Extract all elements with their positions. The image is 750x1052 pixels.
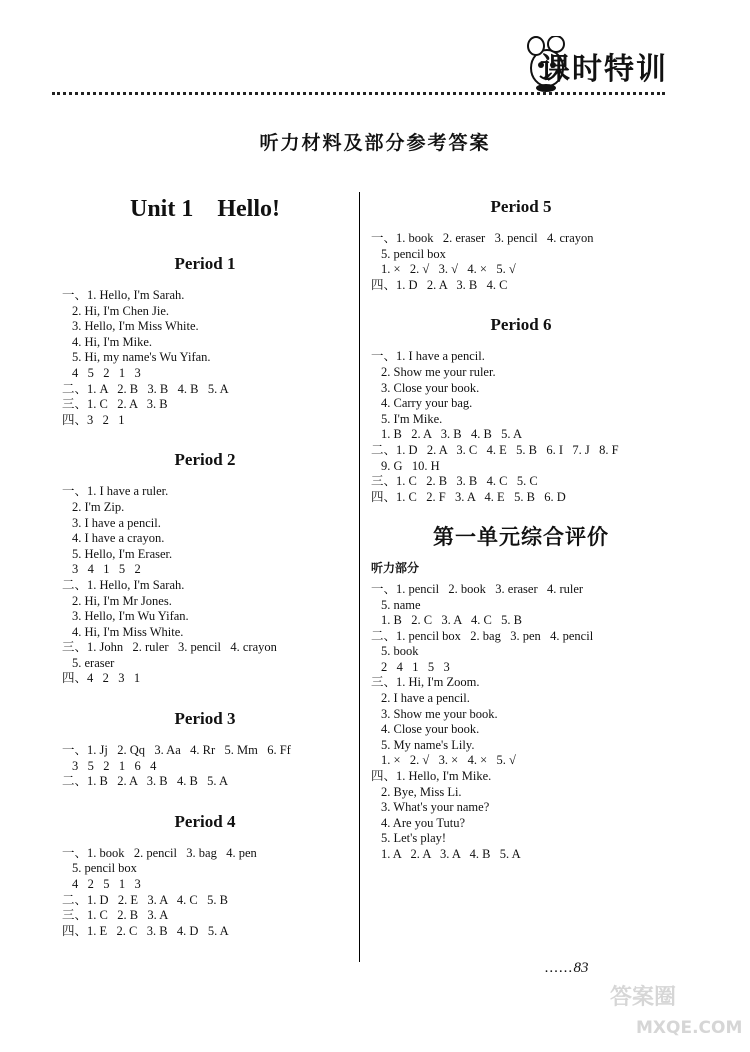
answer-line: 3 5 2 1 6 4 [72, 758, 157, 773]
answer-line: 3. Close your book. [381, 380, 480, 395]
header-divider [52, 92, 665, 95]
answer-line: 4. Are you Tutu? [381, 815, 466, 830]
page-title: 听力材料及部分参考答案 [259, 132, 491, 154]
period-title: Period 4 [174, 811, 236, 831]
answer-line: 4 5 2 1 3 [72, 365, 141, 380]
period-title: Period 2 [174, 450, 236, 470]
answer-line: 一、1. pencil 2. book 3. eraser 4. ruler [371, 581, 584, 596]
answer-line: 4. Carry your bag. [381, 396, 473, 411]
period-lines [371, 349, 671, 505]
answer-line: 3. Hello, I'm Wu Yifan. [72, 609, 189, 624]
review-subtitle: 听力部分 [371, 561, 420, 576]
column-divider [359, 192, 360, 962]
answer-line: 1. B 2. C 3. A 4. C 5. B [381, 613, 522, 628]
answer-line: 2. Hi, I'm Mr Jones. [72, 593, 172, 608]
period-lines [62, 846, 348, 940]
period-title: Period 1 [174, 254, 236, 273]
answer-line: 4. Hi, I'm Mike. [72, 334, 153, 349]
answer-line: 5. book [381, 644, 419, 659]
answer-line: 一、1. I have a pencil. [371, 349, 485, 364]
answer-line: 5. pencil box [381, 246, 446, 261]
watermark-url: MXQE.COM [636, 1018, 743, 1038]
answer-line: 5. Hi, my name's Wu Yifan. [72, 350, 211, 365]
answer-line: 5. name [381, 597, 421, 612]
answer-line: 三、1. John 2. ruler 3. pencil 4. crayon [62, 640, 277, 655]
answer-line: 3. I have a pencil. [72, 515, 161, 530]
right-column [371, 194, 671, 863]
answer-line: 1. B 2. A 3. B 4. B 5. A [381, 427, 522, 442]
answer-line: 3. Show me your book. [381, 706, 498, 721]
period-title: Period 6 [490, 315, 552, 335]
answer-line: 1. × 2. √ 3. √ 4. × 5. √ [381, 262, 516, 277]
watermark-text: 答案圈 [610, 985, 677, 1010]
answer-line: 四、1. E 2. C 3. B 4. D 5. A [62, 923, 229, 938]
answer-line: 9. G 10. H [381, 458, 440, 473]
answer-line: 1. × 2. √ 3. × 4. × 5. √ [381, 753, 516, 768]
answer-line: 3 4 1 5 2 [72, 562, 141, 577]
answer-line: 5. Let's play! [381, 831, 447, 846]
period-title: Period 5 [490, 197, 552, 216]
answer-line: 4. I have a crayon. [72, 531, 165, 546]
answer-line: 4. Hi, I'm Miss White. [72, 624, 184, 639]
period-lines [62, 484, 348, 687]
answer-line: 5. My name's Lily. [381, 737, 475, 752]
left-periods [62, 224, 348, 939]
answer-line: 3. What's your name? [381, 800, 490, 815]
unit-number: Unit 1 [130, 196, 194, 222]
brand-title: 课时特训 [540, 53, 668, 86]
period-lines [62, 288, 348, 428]
review-lines [371, 582, 671, 863]
period-lines [371, 231, 671, 293]
footer-dots: ...... [545, 960, 574, 976]
answer-line: 四、1. D 2. A 3. B 4. C [371, 277, 508, 292]
period-lines [62, 743, 348, 790]
right-periods [371, 194, 671, 505]
answer-line: 1. A 2. A 3. A 4. B 5. A [381, 847, 521, 861]
answer-line: 5. pencil box [72, 861, 137, 876]
page-number: 83 [573, 960, 589, 976]
review-title: 第一单元综合评价 [433, 525, 609, 550]
answer-line: 二、1. D 2. E 3. A 4. C 5. B [62, 892, 228, 907]
answer-line: 一、1. I have a ruler. [62, 484, 169, 499]
answer-line: 3. Hello, I'm Miss White. [72, 319, 199, 334]
unit-name: Hello! [217, 196, 280, 222]
left-column [62, 194, 348, 939]
answer-line: 2. Bye, Miss Li. [381, 784, 462, 799]
answer-line: 三、1. C 2. B 3. B 4. C 5. C [371, 474, 538, 489]
answer-line: 三、1. C 2. A 3. B [62, 397, 168, 412]
answer-line: 二、1. pencil box 2. bag 3. pen 4. pencil [371, 628, 594, 643]
answer-line: 一、1. book 2. pencil 3. bag 4. pen [62, 845, 257, 860]
page-header [0, 0, 750, 100]
answer-line: 一、1. Hello, I'm Sarah. [62, 288, 185, 302]
answer-line: 5. I'm Mike. [381, 411, 443, 426]
answer-line: 5. eraser [72, 655, 115, 670]
unit-title [62, 194, 348, 224]
answer-line: 2. Show me your ruler. [381, 364, 496, 379]
answer-line: 一、1. Jj 2. Qq 3. Aa 4. Rr 5. Mm 6. Ff [62, 743, 291, 758]
answer-line: 四、1. Hello, I'm Mike. [371, 769, 492, 784]
answer-line: 四、1. C 2. F 3. A 4. E 5. B 6. D [371, 489, 566, 504]
answer-line: 4. Close your book. [381, 722, 480, 737]
answer-line: 4 2 5 1 3 [72, 877, 141, 892]
answer-line: 一、1. book 2. eraser 3. pencil 4. crayon [371, 231, 594, 245]
answer-line: 2. I have a pencil. [381, 691, 470, 706]
period-title: Period 3 [174, 709, 236, 729]
answer-line: 三、1. C 2. B 3. A [62, 908, 169, 923]
answer-line: 二、1. D 2. A 3. C 4. E 5. B 6. I 7. J 8. F [371, 442, 619, 457]
page-footer [545, 960, 589, 977]
answer-line: 三、1. Hi, I'm Zoom. [371, 675, 480, 690]
answer-line: 2. I'm Zip. [72, 499, 125, 514]
answer-line: 二、1. A 2. B 3. B 4. B 5. A [62, 381, 229, 396]
answer-line: 四、3 2 1 [62, 412, 125, 427]
answer-line: 2 4 1 5 3 [381, 659, 450, 674]
answer-line: 5. Hello, I'm Eraser. [72, 546, 173, 561]
answer-line: 二、1. Hello, I'm Sarah. [62, 577, 185, 592]
answer-line: 2. Hi, I'm Chen Jie. [72, 303, 170, 318]
answer-line: 二、1. B 2. A 3. B 4. B 5. A [62, 774, 228, 789]
answer-line: 四、4 2 3 1 [62, 671, 141, 686]
